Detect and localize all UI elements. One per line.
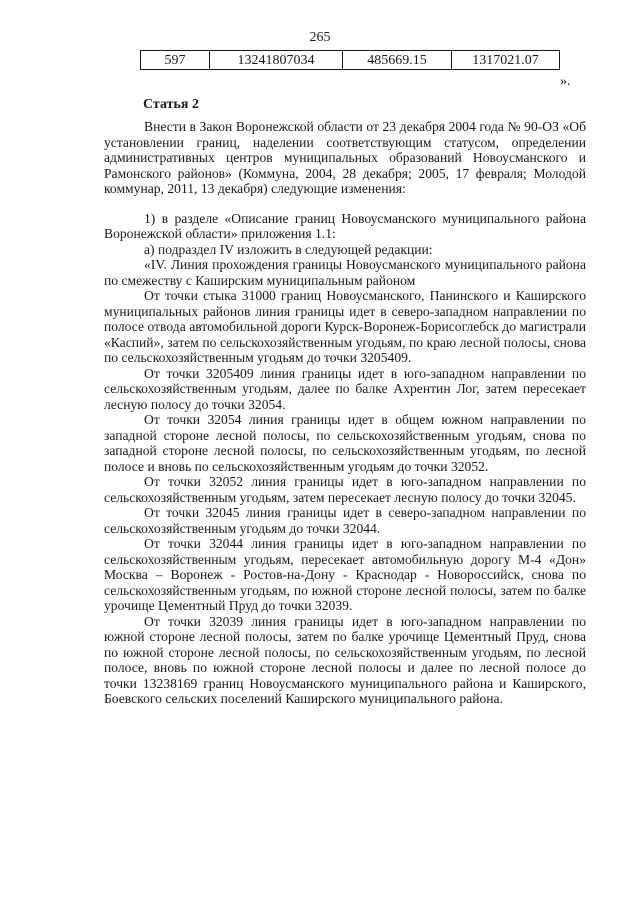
paragraph: От точки 32045 линия границы идет в северо-западном направлении по сельскохозяйственным угодьям до точки 32044. [104, 505, 586, 536]
paragraph: От точки 3205409 линия границы идет в юго-западном направлении по сельскохозяйственным угодьям, далее по балке Ахрентин Лог, затем пересекает лесную полосу до точки 32054. [104, 365, 586, 412]
table-row [141, 51, 560, 70]
paragraph: От точки 32054 линия границы идет в общем южном направлении по западной стороне лесной полосы, по сельскохозяйственным угодьям, снова по западной стороне лесной полосы, по сельскохозяйственным угодьям, по лесной полосе и вновь по сельскохозяйственным угодьям до точки 32052. [104, 412, 586, 474]
closing-quote: ». [560, 74, 571, 89]
coordinates-table [140, 50, 560, 70]
paragraph: 1) в разделе «Описание границ Новоусманского муниципального района Воронежской области» приложения 1.1: [104, 210, 586, 241]
x-coordinate-cell: 485669.15 [343, 51, 452, 70]
point-id-cell: 13241807034 [210, 51, 343, 70]
paragraph: От точки 32052 линия границы идет в юго-западном направлении по сельскохозяйственным угодьям, затем пересекает лесную полосу до точки 32045. [104, 474, 586, 505]
article-heading: Статья 2 [143, 97, 199, 112]
paragraph: От точки стыка 31000 границ Новоусманского, Панинского и Каширского муниципальных районов линия границы идет в северо-западном направлении по полосе отвода автомобильной дороги Курск-Воронеж-Борисоглебск до магистрали «Каспий», затем по сельскохозяйственным угодьям, по краю лесной полосы, снова по сельскохозяйственным угодьям до точки 3205409. [104, 288, 586, 365]
subsection-heading: «IV. Линия прохождения границы Новоусманского муниципального района по смежеству с Каширским муниципальным районом [104, 257, 586, 288]
paragraph: Внести в Закон Воронежской области от 23 декабря 2004 года № 90-ОЗ «Об установлении границ, наделении соответствующим статусом, определении административных центров муниципальных образований Новоусманского и Рамонского районов» (Коммуна, 2004, 28 декабря; 2005, 17 февраля; Молодой коммунар, 2011, 13 декабря) следующие изменения: [104, 119, 586, 196]
document-body [104, 119, 586, 707]
y-coordinate-cell: 1317021.07 [452, 51, 560, 70]
point-number-cell: 597 [141, 51, 210, 70]
paragraph: От точки 32039 линия границы идет в юго-западном направлении по южной стороне лесной полосы, затем по балке урочище Цементный Пруд, снова по южной стороне лесной полосы, по сельскохозяйственным угодьям, по лесной полосе, вновь по южной стороне лесной полосы и далее по лесной полосе до точки 13238169 границ Новоусманского муниципального района и Каширского, Боевского сельских поселений Каширского муниципального района. [104, 613, 586, 706]
page-number: 265 [309, 30, 331, 45]
paragraph: От точки 32044 линия границы идет в юго-западном направлении по сельскохозяйственным угодьям, пересекает автомобильную дорогу М-4 «Дон» Москва – Воронеж - Ростов-на-Дону - Краснодар - Новороссийск, снова по сельскохозяйственным угодьям, по южной стороне лесной полосы, затем по балке урочище Цементный Пруд до точки 32039. [104, 536, 586, 613]
paragraph: а) подраздел IV изложить в следующей редакции: [144, 241, 433, 257]
